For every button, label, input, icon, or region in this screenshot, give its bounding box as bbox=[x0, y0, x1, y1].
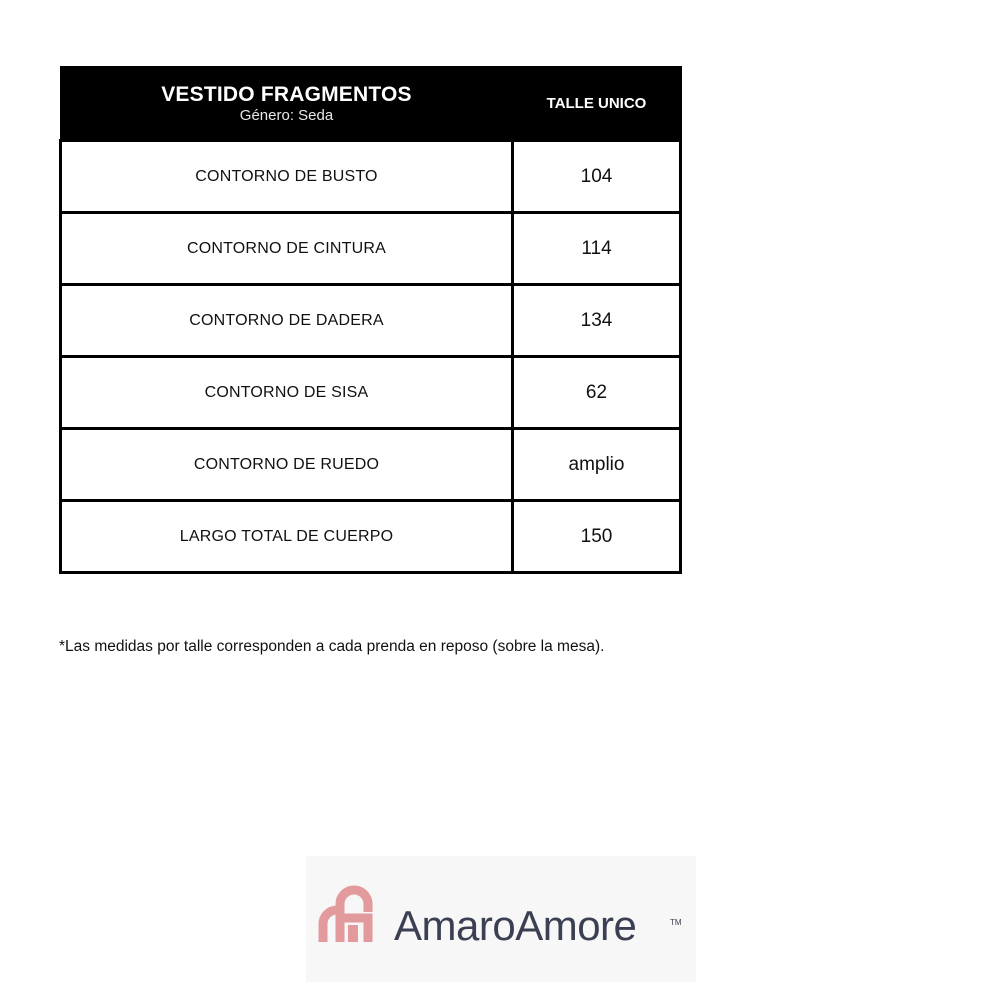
measure-name: CONTORNO DE RUEDO bbox=[61, 429, 513, 501]
table-row bbox=[61, 429, 681, 501]
table-row bbox=[61, 141, 681, 213]
product-title: VESTIDO FRAGMENTOS bbox=[161, 82, 412, 106]
measure-name: CONTORNO DE BUSTO bbox=[61, 141, 513, 213]
measure-value: 62 bbox=[513, 357, 681, 429]
measure-value: amplio bbox=[513, 429, 681, 501]
size-header-cell bbox=[513, 67, 681, 141]
trademark-symbol: TM bbox=[670, 918, 682, 927]
measure-value: 150 bbox=[513, 501, 681, 573]
table-row bbox=[61, 213, 681, 285]
measure-value: 104 bbox=[513, 141, 681, 213]
measurement-footnote: *Las medidas por talle corresponden a cada prenda en reposo (sobre la mesa). bbox=[59, 638, 605, 655]
measure-name: CONTORNO DE CINTURA bbox=[61, 213, 513, 285]
measure-value: 114 bbox=[513, 213, 681, 285]
table-row bbox=[61, 501, 681, 573]
brand-name: AmaroAmore bbox=[394, 902, 637, 949]
measure-value: 134 bbox=[513, 285, 681, 357]
product-header-cell bbox=[61, 67, 513, 141]
size-chart-table bbox=[59, 66, 682, 574]
table-row bbox=[61, 285, 681, 357]
brand-mark-icon bbox=[318, 878, 384, 946]
brand-logo bbox=[306, 856, 696, 982]
table-header-row bbox=[61, 67, 681, 141]
size-label: TALLE UNICO bbox=[546, 94, 647, 112]
measure-name: LARGO TOTAL DE CUERPO bbox=[61, 501, 513, 573]
fabric-subtitle: Género: Seda bbox=[239, 106, 334, 124]
table-row bbox=[61, 357, 681, 429]
measure-name: CONTORNO DE SISA bbox=[61, 357, 513, 429]
measure-name: CONTORNO DE DADERA bbox=[61, 285, 513, 357]
